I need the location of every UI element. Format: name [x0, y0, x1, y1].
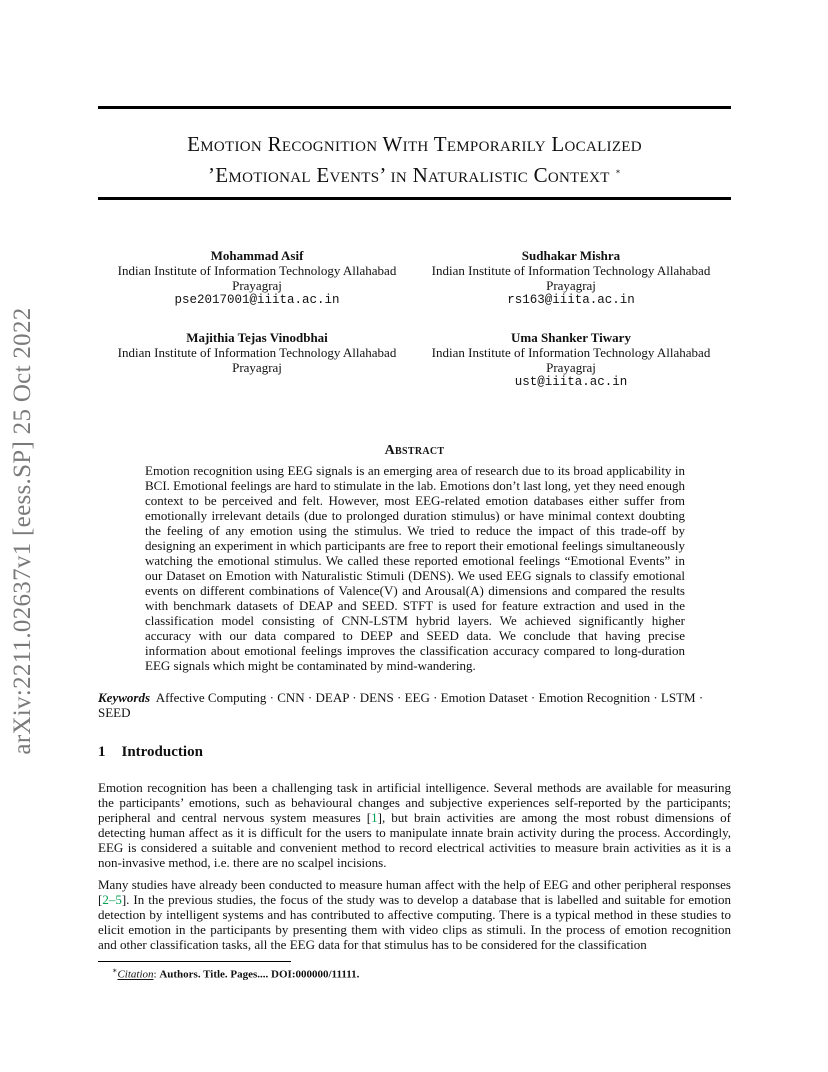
abstract-heading: Abstract [384, 443, 445, 458]
author-affiliation: Indian Institute of Information Technology Allahabad [431, 345, 711, 360]
title-footnote-mark: ∗ [615, 167, 621, 176]
section-number: 1 [98, 744, 106, 760]
author-affiliation: Indian Institute of Information Technology Allahabad [431, 263, 711, 278]
arxiv-sidebar-stamp [2, 286, 44, 776]
title-line-1: Emotion Recognition With Temporarily Localized [187, 132, 642, 156]
author-affiliation: Indian Institute of Information Technology Allahabad [117, 345, 397, 360]
keywords-label: Keywords [98, 690, 150, 705]
keywords-list: Affective Computing · CNN · DEAP · DENS · EEG · Emotion Dataset · Emotion Recognition · LSTM · SEED [98, 690, 704, 720]
title-bottom-rule [98, 197, 731, 200]
citation-link[interactable]: 2–5 [102, 892, 122, 907]
arxiv-identifier: arXiv:2211.02637v1 [eess.SP] 25 Oct 2022 [9, 307, 36, 755]
author-block-4 [406, 330, 736, 390]
author-city: Prayagraj [232, 360, 282, 375]
footnote-mark: ∗ [112, 966, 118, 975]
intro-paragraph-2: Many studies have already been conducted to measure human affect with the help of EEG and other peripheral responses [2–5]. In the previous studies, the focus of the study was to develop a database that is labelled and suitable for emotion detection by intelligent systems and has contributed to affective computing. There is a typical method in these studies to elicit emotion in the participants by presenting them with video clips as stimuli. In the process of emotion recognition and other classification tasks, all the EEG data for that stimulus has to be considered for the classification [98, 877, 731, 952]
author-block-2 [406, 248, 736, 308]
author-city: Prayagraj [232, 278, 282, 293]
author-name: Mohammad Asif [210, 248, 304, 263]
footnote-label[interactable]: Citation [117, 968, 154, 981]
citation-link[interactable]: 1 [371, 810, 378, 825]
author-name: Uma Shanker Tiwary [511, 330, 631, 345]
section-heading [98, 744, 731, 761]
footnote-text: Authors. Title. Pages.... DOI:000000/11111. [159, 968, 360, 981]
author-city: Prayagraj [546, 360, 596, 375]
author-name: Majithia Tejas Vinodbhai [186, 330, 328, 345]
footnote-rule [98, 961, 291, 962]
author-affiliation: Indian Institute of Information Technology Allahabad [117, 263, 397, 278]
section-title: Introduction [121, 744, 203, 760]
author-name: Sudhakar Mishra [521, 248, 621, 263]
author-city: Prayagraj [546, 278, 596, 293]
title-line-2: ’Emotional Events’ in Naturalistic Context ∗ [208, 163, 621, 187]
paper-title [98, 130, 731, 189]
author-email[interactable]: rs163@iiita.ac.in [507, 293, 635, 307]
keywords-line [98, 690, 731, 720]
author-block-3 [92, 330, 422, 375]
abstract-text: Emotion recognition using EEG signals is an emerging area of research due to its broad applicability in BCI. Emotional feelings are hard to stimulate in the lab. Emotions don’t last long, yet they need enough context to be perceived and felt. However, most EEG-related emotion databases either suffer from emotionally irrelevant details (due to prolonged duration stimulus) or have minimal context doubting the feeling of any emotion using the stimulus. We tried to reduce the impact of this trade-off by designing an experiment in which participants are free to report their emotional feelings simultaneously watching the emotional stimulus. We called these reported emotional feelings “Emotional Events” in our Dataset on Emotion with Naturalistic Stimuli (DENS). We used EEG signals to classify emotional events on different combinations of Valence(V) and Arousal(A) dimensions and compared the results with benchmark datasets of DEAP and SEED. STFT is used for feature extraction and used in the classification model consisting of CNN-LSTM hybrid layers. We achieved significantly higher accuracy with our data compared to DEEP and SEED data. We conclude that having precise information about emotional feelings improves the classification accuracy compared to long-duration EEG signals which might be contaminated by mind-wandering. [145, 463, 685, 673]
title-top-rule [98, 106, 731, 109]
author-block-1 [92, 248, 422, 308]
author-email[interactable]: ust@iiita.ac.in [514, 375, 628, 389]
footnote: ∗Citation: Authors. Title. Pages.... DOI:000000/11111. [112, 966, 360, 981]
intro-paragraph-1: Emotion recognition has been a challenging task in artificial intelligence. Several methods are available for measuring the participants’ emotions, such as behavioural changes and subjective experiences self-reported by the participants; peripheral and central nervous system measures [1], but brain activities are among the most robust dimensions of detecting human affect as it is difficult for the users to manipulate innate brain activity during the process. Accordingly, EEG is considered a suitable and convenient method to record electrical activities to measure brain activities as it is a non-invasive method, i.e. there are no scalpel incisions. [98, 780, 731, 870]
author-email[interactable]: pse2017001@iiita.ac.in [174, 293, 340, 307]
